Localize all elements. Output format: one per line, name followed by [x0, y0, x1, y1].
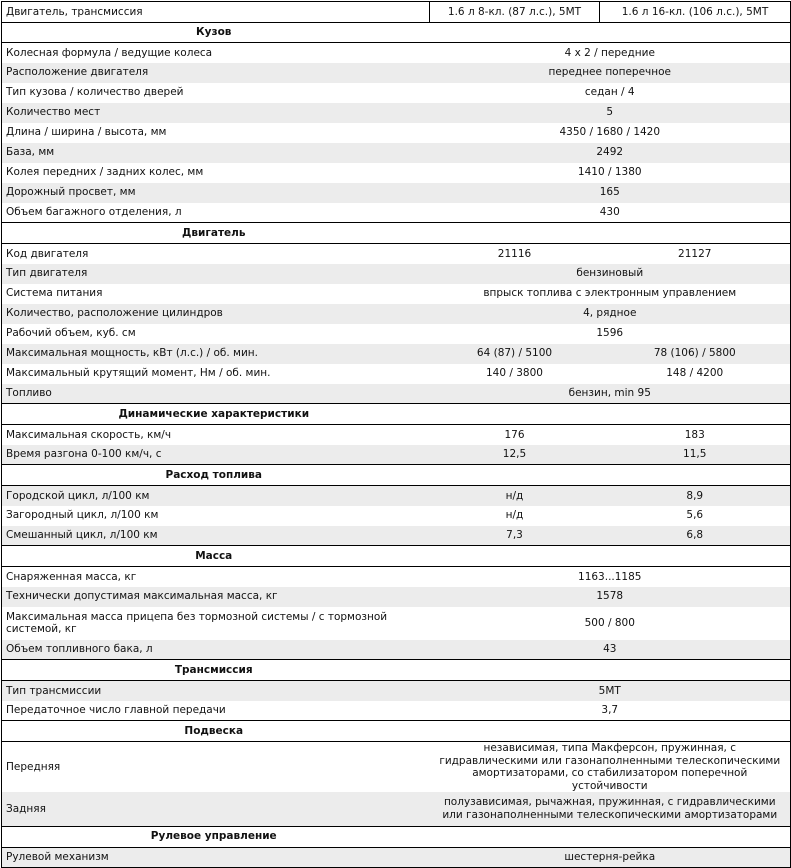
table-row — [2, 701, 791, 721]
table-row — [2, 284, 791, 304]
row-value: 4350 / 1680 / 1420 — [430, 123, 791, 143]
table-row — [2, 792, 791, 826]
row-value: полузависимая, рычажная, пружинная, с гидравлическими или газонаполненными телескопическими амортизаторами — [430, 792, 791, 826]
section-title: Подвеска — [2, 721, 430, 742]
row-label: Передаточное число главной передачи — [2, 701, 430, 721]
row-label: Топливо — [2, 384, 430, 404]
row-value-col2: 8,9 — [600, 486, 791, 506]
table-row — [2, 607, 791, 640]
row-label: Максимальная мощность, кВт (л.с.) / об. мин. — [2, 344, 430, 364]
row-value: переднее поперечное — [430, 63, 791, 83]
row-value: 2492 — [430, 143, 791, 163]
row-value: независимая, типа Макферсон, пружинная, с гидравлическими или газонаполненными телескопическими амортизаторами, со стабилизатором поперечной устойчивости — [430, 742, 791, 793]
row-label: Дорожный просвет, мм — [2, 183, 430, 203]
row-label: Тип двигателя — [2, 264, 430, 284]
section-title: Масса — [2, 546, 430, 567]
row-value: 1578 — [430, 587, 791, 607]
table-row — [2, 123, 791, 143]
row-value: шестерня-рейка — [430, 847, 791, 867]
row-label: Количество, расположение цилиндров — [2, 304, 430, 324]
row-label: Задняя — [2, 792, 430, 826]
table-row — [2, 567, 791, 587]
section-body — [2, 23, 791, 43]
section-mass — [2, 546, 791, 567]
row-label: Код двигателя — [2, 244, 430, 264]
section-title: Рулевое управление — [2, 826, 430, 847]
table-row — [2, 587, 791, 607]
row-label: Колесная формула / ведущие колеса — [2, 43, 430, 63]
spec-table — [1, 1, 791, 868]
table-row — [2, 183, 791, 203]
header-col2: 1.6 л 16-кл. (106 л.с.), 5МТ — [600, 2, 791, 23]
row-value: бензин, min 95 — [430, 384, 791, 404]
row-value: 165 — [430, 183, 791, 203]
table-row — [2, 43, 791, 63]
row-value-col2: 21127 — [600, 244, 791, 264]
row-label: Рулевой механизм — [2, 847, 430, 867]
table-row — [2, 506, 791, 526]
table-row — [2, 526, 791, 546]
section-dynamics — [2, 404, 791, 425]
section-title: Расход топлива — [2, 465, 430, 486]
row-value-col2: 148 / 4200 — [600, 364, 791, 384]
row-value: 43 — [430, 640, 791, 660]
row-value: 500 / 800 — [430, 607, 791, 640]
row-value: 1410 / 1380 — [430, 163, 791, 183]
row-value-col2: 6,8 — [600, 526, 791, 546]
table-header-row — [2, 2, 791, 23]
row-label: Тип трансмиссии — [2, 681, 430, 701]
row-value: 5МТ — [430, 681, 791, 701]
table-row — [2, 742, 791, 793]
row-value-col2: 11,5 — [600, 445, 791, 465]
table-row — [2, 63, 791, 83]
row-value: седан / 4 — [430, 83, 791, 103]
row-label: Система питания — [2, 284, 430, 304]
table-row — [2, 304, 791, 324]
row-label: Технически допустимая максимальная масса, кг — [2, 587, 430, 607]
row-label: Количество мест — [2, 103, 430, 123]
row-value-col2: 78 (106) / 5800 — [600, 344, 791, 364]
row-value: 4, рядное — [430, 304, 791, 324]
row-value-col1: 176 — [430, 425, 600, 445]
row-value-col2: 5,6 — [600, 506, 791, 526]
table-row — [2, 384, 791, 404]
row-value-col1: 7,3 — [430, 526, 600, 546]
table-row — [2, 425, 791, 445]
table-row — [2, 486, 791, 506]
table-row — [2, 640, 791, 660]
row-value: 4 х 2 / передние — [430, 43, 791, 63]
row-value: 1163...1185 — [430, 567, 791, 587]
table-row — [2, 344, 791, 364]
table-row — [2, 264, 791, 284]
table-row — [2, 103, 791, 123]
row-value: 430 — [430, 203, 791, 223]
row-label: Расположение двигателя — [2, 63, 430, 83]
header-col1: 1.6 л 8-кл. (87 л.с.), 5МТ — [430, 2, 600, 23]
section-transmission — [2, 660, 791, 681]
row-value: бензиновый — [430, 264, 791, 284]
row-value: впрыск топлива с электронным управлением — [430, 284, 791, 304]
table-row — [2, 244, 791, 264]
table-row — [2, 364, 791, 384]
row-value: 1596 — [430, 324, 791, 344]
section-steering — [2, 826, 791, 847]
table-row — [2, 83, 791, 103]
row-value: 3,7 — [430, 701, 791, 721]
table-row — [2, 445, 791, 465]
row-label: Загородный цикл, л/100 км — [2, 506, 430, 526]
row-value-col1: 12,5 — [430, 445, 600, 465]
row-label: Максимальный крутящий момент, Нм / об. мин. — [2, 364, 430, 384]
table-row — [2, 324, 791, 344]
row-value-col1: н/д — [430, 506, 600, 526]
section-fuel — [2, 465, 791, 486]
table-row — [2, 847, 791, 867]
section-suspension — [2, 721, 791, 742]
row-label: Городской цикл, л/100 км — [2, 486, 430, 506]
section-title: Кузов — [2, 23, 430, 43]
row-label: Время разгона 0-100 км/ч, с — [2, 445, 430, 465]
row-label: Рабочий объем, куб. см — [2, 324, 430, 344]
row-label: Максимальная скорость, км/ч — [2, 425, 430, 445]
row-value-col1: 140 / 3800 — [430, 364, 600, 384]
row-label: Снаряженная масса, кг — [2, 567, 430, 587]
row-label: Объем топливного бака, л — [2, 640, 430, 660]
row-label: Смешанный цикл, л/100 км — [2, 526, 430, 546]
row-label: Максимальная масса прицепа без тормозной системы / с тормозной системой, кг — [2, 607, 430, 640]
row-label: База, мм — [2, 143, 430, 163]
row-value-col1: н/д — [430, 486, 600, 506]
row-label: Объем багажного отделения, л — [2, 203, 430, 223]
section-title: Двигатель — [2, 223, 430, 244]
section-title: Трансмиссия — [2, 660, 430, 681]
table-row — [2, 681, 791, 701]
section-engine — [2, 223, 791, 244]
row-label: Колея передних / задних колес, мм — [2, 163, 430, 183]
table-row — [2, 163, 791, 183]
row-value: 5 — [430, 103, 791, 123]
row-value-col1: 64 (87) / 5100 — [430, 344, 600, 364]
row-label: Длина / ширина / высота, мм — [2, 123, 430, 143]
row-label: Тип кузова / количество дверей — [2, 83, 430, 103]
section-title: Динамические характеристики — [2, 404, 430, 425]
table-row — [2, 143, 791, 163]
header-label: Двигатель, трансмиссия — [2, 2, 430, 23]
row-label: Передняя — [2, 742, 430, 793]
row-value-col1: 21116 — [430, 244, 600, 264]
row-value-col2: 183 — [600, 425, 791, 445]
table-row — [2, 203, 791, 223]
